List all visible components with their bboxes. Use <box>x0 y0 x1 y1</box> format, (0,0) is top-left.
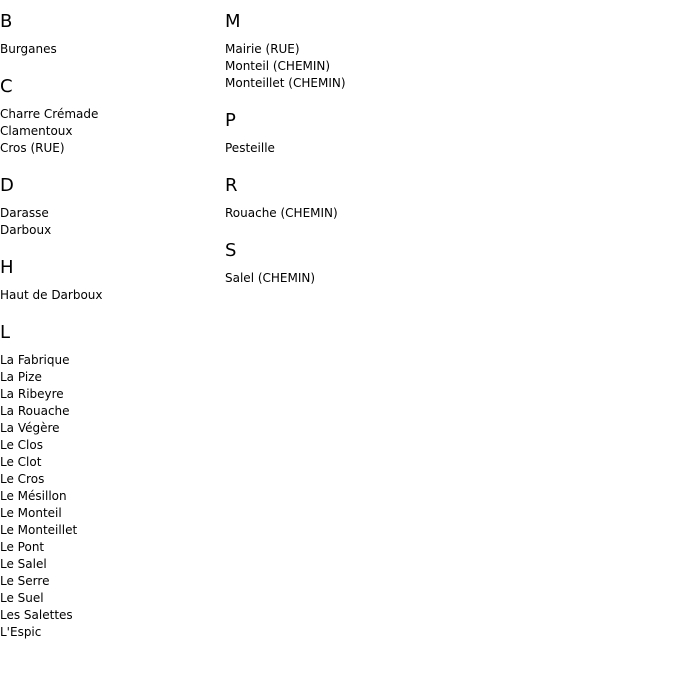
street-item[interactable]: Darboux <box>0 223 52 237</box>
street-item[interactable]: La Ribeyre <box>0 387 64 401</box>
letter-heading: C <box>0 76 13 97</box>
street-item[interactable]: Monteillet (CHEMIN) <box>225 76 346 90</box>
street-list <box>0 106 225 157</box>
letter-heading: H <box>0 257 14 278</box>
letter-heading: R <box>225 175 238 196</box>
letter-heading: P <box>225 110 236 131</box>
street-item[interactable]: Le Clos <box>0 438 43 452</box>
street-list <box>0 352 225 641</box>
letter-heading: D <box>0 175 14 196</box>
street-list <box>225 41 525 92</box>
street-list <box>225 205 525 222</box>
letter-group-h <box>0 257 225 304</box>
street-item[interactable]: La Fabrique <box>0 353 70 367</box>
street-item[interactable]: Le Monteillet <box>0 523 78 537</box>
street-item[interactable]: Clamentoux <box>0 124 73 138</box>
letter-group-d <box>0 175 225 239</box>
street-list <box>225 270 525 287</box>
street-list <box>0 287 225 304</box>
street-item[interactable]: Darasse <box>0 206 49 220</box>
street-item[interactable]: Pesteille <box>225 141 275 155</box>
street-item[interactable]: Cros (RUE) <box>0 141 65 155</box>
street-item[interactable]: Le Monteil <box>0 506 62 520</box>
street-list <box>0 41 225 58</box>
street-list <box>225 140 525 157</box>
street-item[interactable]: Le Mésillon <box>0 489 67 503</box>
letter-heading: S <box>225 240 237 261</box>
street-item[interactable]: Haut de Darboux <box>0 288 103 302</box>
letter-group-s <box>225 240 525 287</box>
letter-group-b <box>0 11 225 58</box>
street-item[interactable]: Le Clot <box>0 455 42 469</box>
street-item[interactable]: Burganes <box>0 42 57 56</box>
street-item[interactable]: Le Suel <box>0 591 44 605</box>
letter-group-r <box>225 175 525 222</box>
street-index-column-1 <box>0 0 225 641</box>
street-list <box>0 205 225 239</box>
street-item[interactable]: Charre Crémade <box>0 107 99 121</box>
street-item[interactable]: Salel (CHEMIN) <box>225 271 316 285</box>
street-item[interactable]: Les Salettes <box>0 608 73 622</box>
street-item[interactable]: Le Salel <box>0 557 47 571</box>
letter-group-l <box>0 322 225 641</box>
letter-heading: M <box>225 11 241 32</box>
street-item[interactable]: Le Serre <box>0 574 50 588</box>
street-item[interactable]: L'Espic <box>0 625 42 639</box>
letter-group-c <box>0 76 225 157</box>
street-item[interactable]: Monteil (CHEMIN) <box>225 59 331 73</box>
street-item[interactable]: La Rouache <box>0 404 70 418</box>
street-item[interactable]: Le Pont <box>0 540 45 554</box>
street-index-column-2 <box>225 0 525 287</box>
letter-group-p <box>225 110 525 157</box>
letter-group-m <box>225 11 525 92</box>
street-item[interactable]: Le Cros <box>0 472 45 486</box>
street-item[interactable]: La Pize <box>0 370 42 384</box>
letter-heading: L <box>0 322 11 343</box>
street-item[interactable]: Rouache (CHEMIN) <box>225 206 338 220</box>
street-item[interactable]: La Végère <box>0 421 60 435</box>
street-item[interactable]: Mairie (RUE) <box>225 42 300 56</box>
letter-heading: B <box>0 11 13 32</box>
